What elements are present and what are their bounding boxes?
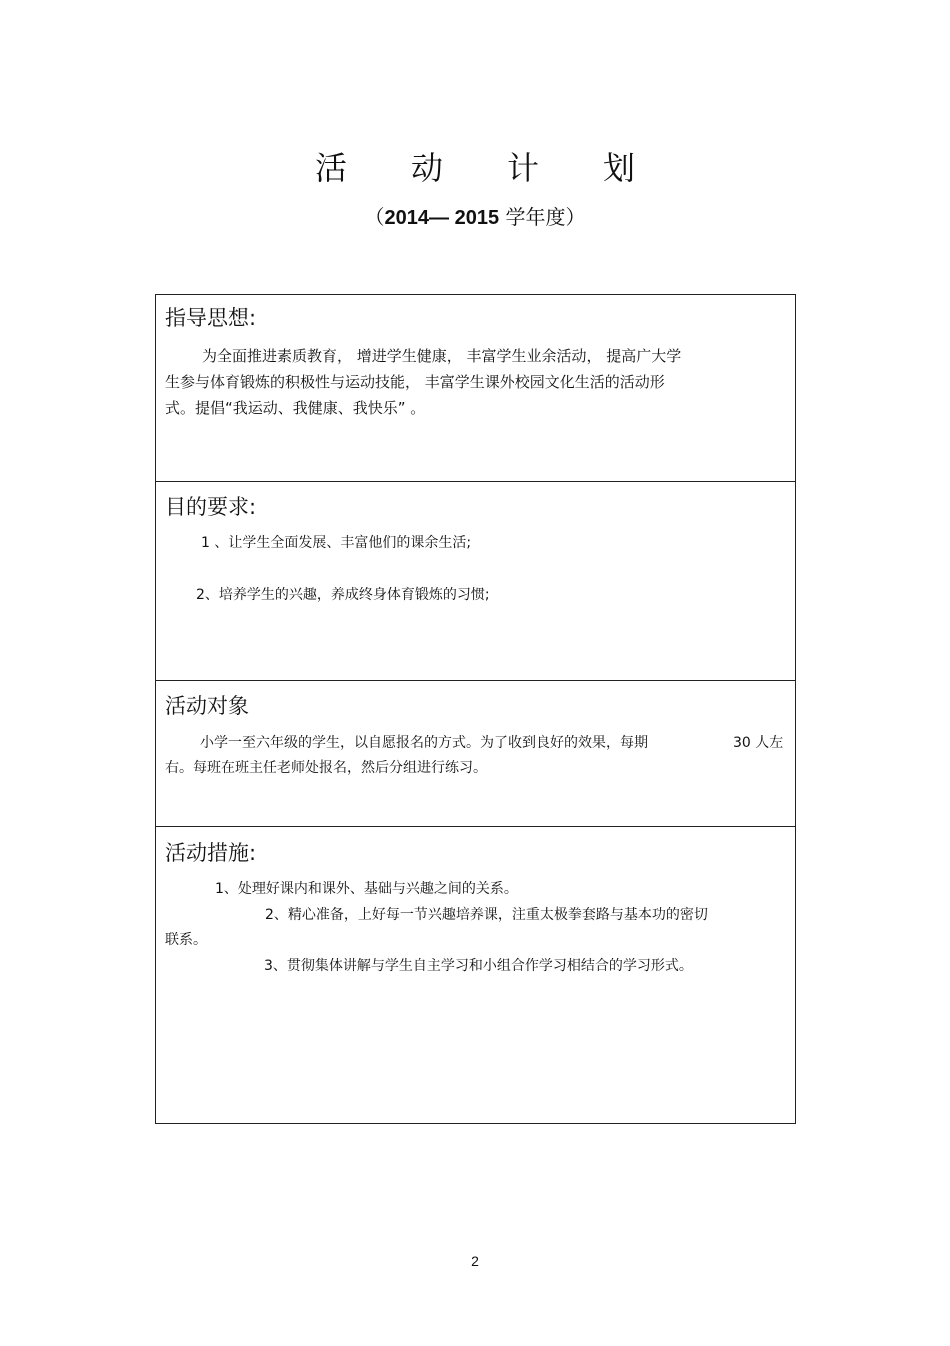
paragraph-line-tail: 30 人左 <box>733 735 784 751</box>
subtitle-years: 2014— 2015 <box>384 207 500 229</box>
list-item: 2、精心准备，上好每一节兴趣培养课，注重太极拳套路与基本功的密切 <box>265 907 708 923</box>
list-item: 1、处理好课内和课外、基础与兴趣之间的关系。 <box>215 881 518 897</box>
section-guiding-ideology <box>156 295 795 482</box>
list-item: 1 、让学生全面发展、丰富他们的课余生活; <box>201 535 472 551</box>
list-item-continuation: 联系。 <box>165 932 207 948</box>
list-item: 2、培养学生的兴趣，养成终身体育锻炼的习惯; <box>196 587 490 603</box>
section-measures <box>156 827 795 1123</box>
paragraph-line: 生参与体育锻炼的积极性与运动技能， 丰富学生课外校园文化生活的活动形 <box>165 373 665 391</box>
subtitle-suffix: 学年度） <box>499 205 586 229</box>
section-heading: 指导思想: <box>165 306 257 330</box>
page-title: 活动计划 <box>314 149 699 187</box>
page-subtitle <box>0 203 950 232</box>
paragraph-line: 式。提倡“我运动、我健康、我快乐” 。 <box>165 399 426 417</box>
section-objectives <box>156 482 795 681</box>
section-participants <box>156 681 795 827</box>
section-heading: 目的要求: <box>165 495 257 519</box>
section-heading: 活动措施: <box>165 841 257 865</box>
subtitle-open-paren: （ <box>364 205 385 229</box>
plan-table <box>155 294 796 1124</box>
section-heading: 活动对象 <box>165 694 249 718</box>
page-number: 2 <box>471 1253 479 1269</box>
paragraph-line: 右。每班在班主任老师处报名，然后分组进行练习。 <box>165 760 487 776</box>
list-item: 3、贯彻集体讲解与学生自主学习和小组合作学习相结合的学习形式。 <box>264 958 693 974</box>
paragraph-line: 小学一至六年级的学生，以自愿报名的方式。为了收到良好的效果，每期 <box>200 735 648 751</box>
paragraph-line: 为全面推进素质教育， 增进学生健康， 丰富学生业余活动， 提高广大学 <box>202 347 682 365</box>
